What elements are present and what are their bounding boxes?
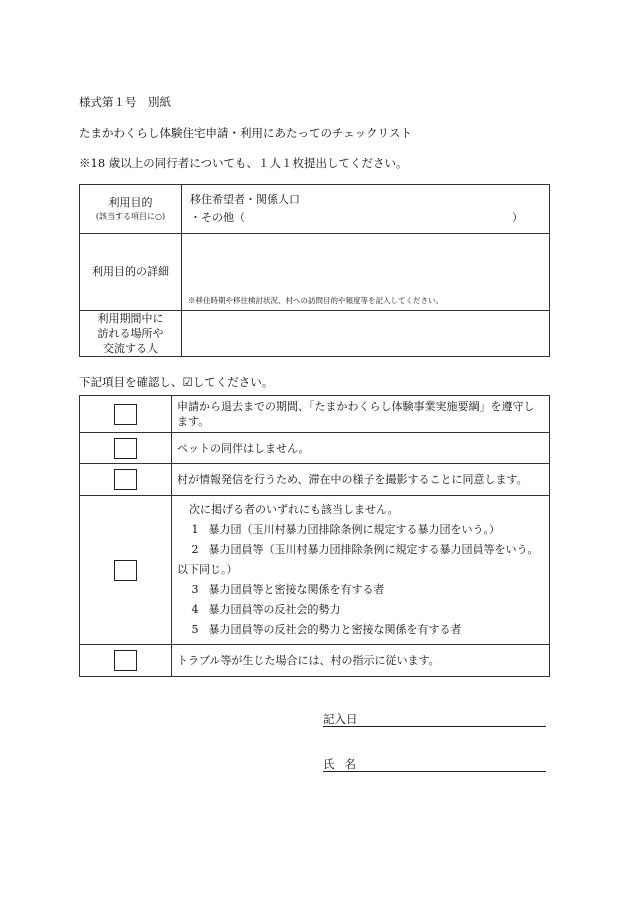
checkbox-3[interactable] [114, 469, 137, 490]
form-number: 様式第１号 別紙 [79, 95, 171, 109]
checklist-item-1: 申請から退去までの期間、「たまかわくらし体験事業実施要綱」を遵守します。 [172, 396, 550, 433]
item4-sub5: 5 暴力団員等の反社会的勢力と密接な関係を有する者 [191, 623, 462, 636]
purpose-option-relocation[interactable]: 移住希望者・関係人口 [190, 193, 300, 206]
name-field[interactable] [323, 771, 546, 772]
checkbox-5[interactable] [114, 650, 137, 671]
detail-label-cell [80, 234, 182, 311]
purpose-label-cell [80, 185, 182, 234]
purpose-option-other[interactable] [190, 209, 543, 227]
date-label: 記入日 [323, 712, 358, 726]
date-field[interactable] [323, 726, 546, 727]
purpose-other-prefix: ・その他（ [190, 211, 245, 224]
purpose-label: 利用目的 [108, 196, 153, 209]
places-label-cell [80, 311, 182, 357]
checklist-item-3: 村が情報発信を行うため、滞在中の様子を撮影することに同意します。 [172, 464, 550, 496]
name-label: 氏 名 [323, 757, 356, 771]
purpose-sublabel: (該当する項目に○) [95, 212, 166, 221]
checkbox-cell-4 [80, 496, 172, 645]
checkbox-1[interactable] [114, 404, 137, 425]
item4-sub3: 3 暴力団員等と密接な関係を有する者 [191, 583, 385, 596]
purpose-other-suffix: ） [512, 211, 523, 224]
checklist-item-4 [172, 496, 550, 645]
item4-intro: 次に掲げる者のいずれにも該当しません。 [189, 503, 399, 516]
detail-note: ※移住時期や移住検討状況、村への訪問目的や頻度等を記入してください。 [188, 296, 443, 305]
item4-sub2: 2 暴力団員等（玉川村暴力団排除条例に規定する暴力団員等をいう。以下同じ。） [177, 543, 539, 576]
item4-sub1: 1 暴力団（玉川村暴力団排除条例に規定する暴力団をいう。） [191, 523, 500, 536]
places-input-cell[interactable] [182, 311, 550, 357]
checklist-table [79, 395, 550, 677]
submission-note: ※18 歳以上の同行者についても、１人１枚提出してください。 [79, 156, 408, 170]
detail-input-cell[interactable] [182, 234, 550, 311]
checkbox-2[interactable] [114, 438, 137, 459]
checklist-item-5: トラブル等が生じた場合には、村の指示に従います。 [172, 645, 550, 677]
checkbox-cell-3 [80, 464, 172, 496]
purpose-options-cell[interactable] [182, 185, 550, 234]
checkbox-cell-1 [80, 396, 172, 433]
checklist-item-2: ペットの同伴はしません。 [172, 433, 550, 464]
checkbox-cell-2 [80, 433, 172, 464]
places-label-line2: 訪れる場所や [97, 327, 164, 340]
item4-sub4: 4 暴力団員等の反社会的勢力 [191, 603, 341, 616]
checkbox-4[interactable] [114, 560, 137, 581]
places-label-line3: 交流する人 [103, 342, 158, 355]
document-title: たまかわくらし体験住宅申請・利用にあたってのチェックリスト [79, 126, 412, 140]
detail-label: 利用目的の詳細 [92, 265, 169, 278]
confirm-instruction: 下記項目を確認し、☑してください。 [79, 375, 274, 389]
purpose-table [79, 184, 550, 357]
places-label-line1: 利用期間中に [97, 312, 164, 325]
checkbox-cell-5 [80, 645, 172, 677]
